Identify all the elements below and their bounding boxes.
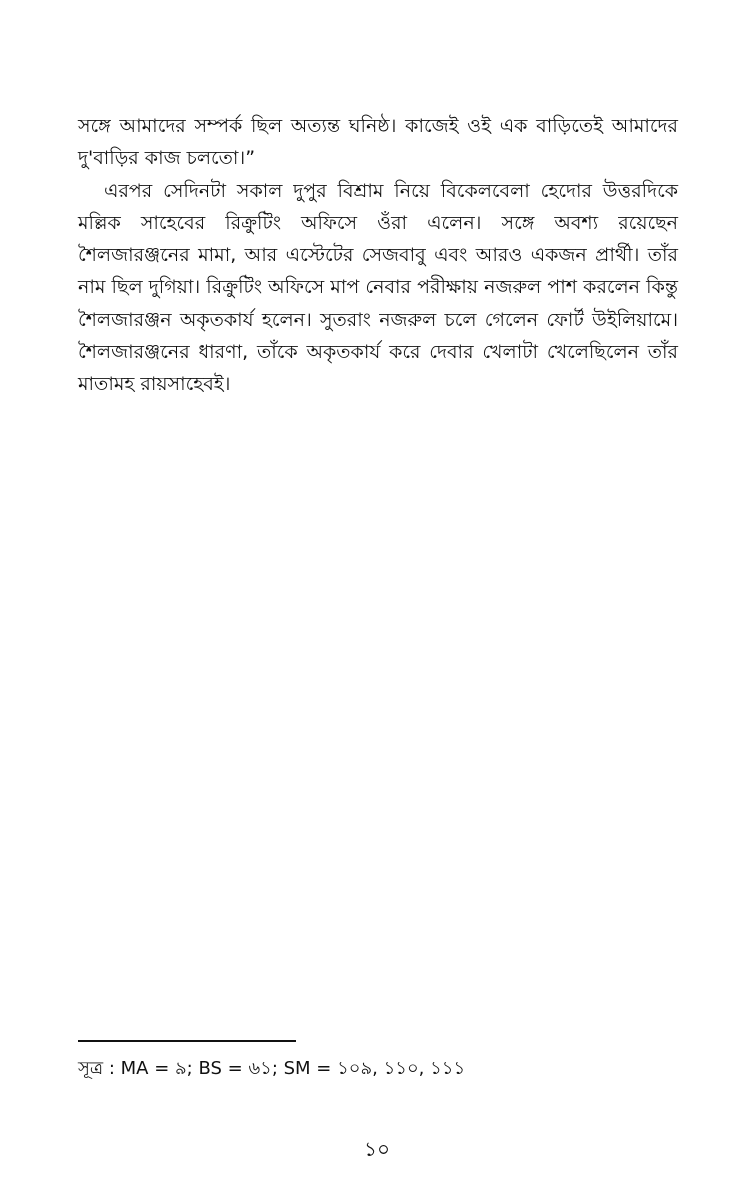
footnote-source: সূত্র : MA = ৯; BS = ৬১; SM = ১০৯, ১১০, ১১১: [78, 1058, 466, 1079]
footnote-divider: [78, 1040, 296, 1042]
body-text: [78, 110, 678, 401]
page-number: ১০: [364, 1137, 390, 1161]
paragraph-continued: সঙ্গে আমাদের সম্পর্ক ছিল অত্যন্ত ঘনিষ্ঠ। কাজেই ওই এক বাড়িতেই আমাদের দু'বাড়ির কাজ চলতো।”: [78, 115, 678, 170]
paragraph: এরপর সেদিনটা সকাল দুপুর বিশ্রাম নিয়ে বিকেলবেলা হেদোর উত্তরদিকে মল্লিক সাহেবের রিক্রুটিং অফিসে ওঁরা এলেন। সঙ্গে অবশ্য রয়েছেন শৈলজারঞ্জনের মামা, আর এস্টেটের সেজবাবু এবং আরও একজন প্রার্থী। তাঁর নাম ছিল দুগিয়া। রিক্রুটিং অফিসে মাপ নেবার পরীক্ষায় নজরুল পাশ করলেন কিন্তু শৈলজারঞ্জন অকৃতকার্য হলেন। সুতরাং নজরুল চলে গেলেন ফোর্ট উইলিয়ামে। শৈলজারঞ্জনের ধারণা, তাঁকে অকৃতকার্য করে দেবার খেলাটা খেলেছিলেন তাঁর মাতামহ রায়সাহেবই।: [78, 179, 678, 396]
